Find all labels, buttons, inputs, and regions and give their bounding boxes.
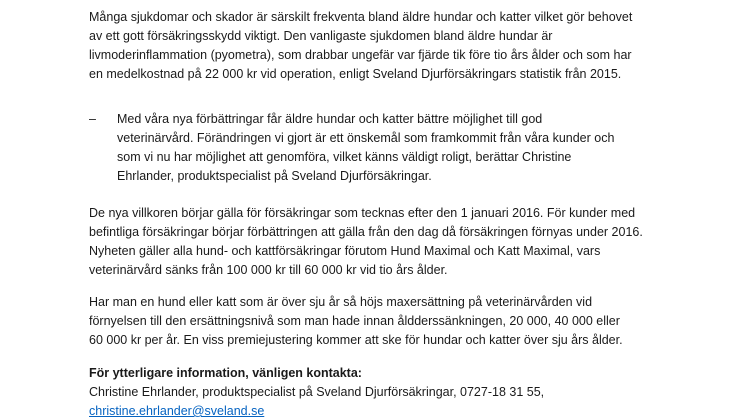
compensation-paragraph xyxy=(89,293,689,350)
quote-line: veterinärvård. Förändringen vi gjort är ett önskemål som framkommit från våra kunder och xyxy=(117,131,615,145)
terms-line: befintliga försäkringar börjar förbättringen att gälla från den dag då försäkringen förnyas under 2016. xyxy=(89,225,643,239)
intro-line: Många sjukdomar och skador är särskilt frekventa bland äldre hundar och katter vilket gör behovet xyxy=(89,10,633,24)
intro-line: en medelkostnad på 22 000 kr vid operation, enligt Sveland Djurförsäkringars statistik från 2015. xyxy=(89,67,622,81)
contact-heading: För ytterligare information, vänligen kontakta: xyxy=(89,366,362,380)
quote-line: som vi nu har möjlighet att genomföra, vilket känns väldigt roligt, berättar Christine xyxy=(117,150,572,164)
quote-dash: – xyxy=(89,112,96,126)
compensation-line: Har man en hund eller katt som är över sju år så höjs maxersättning på veterinärvården vid xyxy=(89,295,593,309)
quote-line: Med våra nya förbättringar får äldre hundar och katter bättre möjlighet till god xyxy=(117,112,543,126)
quote-line: Ehrlander, produktspecialist på Sveland Djurförsäkringar. xyxy=(117,169,432,183)
intro-paragraph xyxy=(89,8,681,84)
quote-text xyxy=(117,110,682,186)
intro-line: av ett gott försäkringsskydd viktigt. Den vanligaste sjukdomen bland äldre hundar är xyxy=(89,29,553,43)
compensation-line: förnyelsen till den ersättningsnivå som man hade innan åldderssänkningen, 20 000, 40 000 eller xyxy=(89,314,620,328)
compensation-line: 60 000 kr per år. En viss premiejustering kommer att ske för hundar och katter över sju års ålder. xyxy=(89,333,623,347)
contact-person: Christine Ehrlander, produktspecialist på Sveland Djurförsäkringar, 0727-18 31 55, xyxy=(89,385,545,399)
terms-line: De nya villkoren börjar gälla för försäkringar som tecknas efter den 1 januari 2016. För kunder med xyxy=(89,206,636,220)
contact-block xyxy=(89,364,689,419)
intro-line: livmoderinflammation (pyometra), som drabbar ungefär var fjärde tik före tio års ålder och som har xyxy=(89,48,632,62)
contact-email-link[interactable]: christine.ehrlander@sveland.se xyxy=(89,404,265,418)
terms-paragraph xyxy=(89,204,689,280)
terms-line: veterinärvård sänks från 100 000 kr till 60 000 kr vid tio års ålder. xyxy=(89,263,448,277)
terms-line: Nyheten gäller alla hund- och kattförsäkringar förutom Hund Maximal och Katt Maximal, vars xyxy=(89,244,601,258)
